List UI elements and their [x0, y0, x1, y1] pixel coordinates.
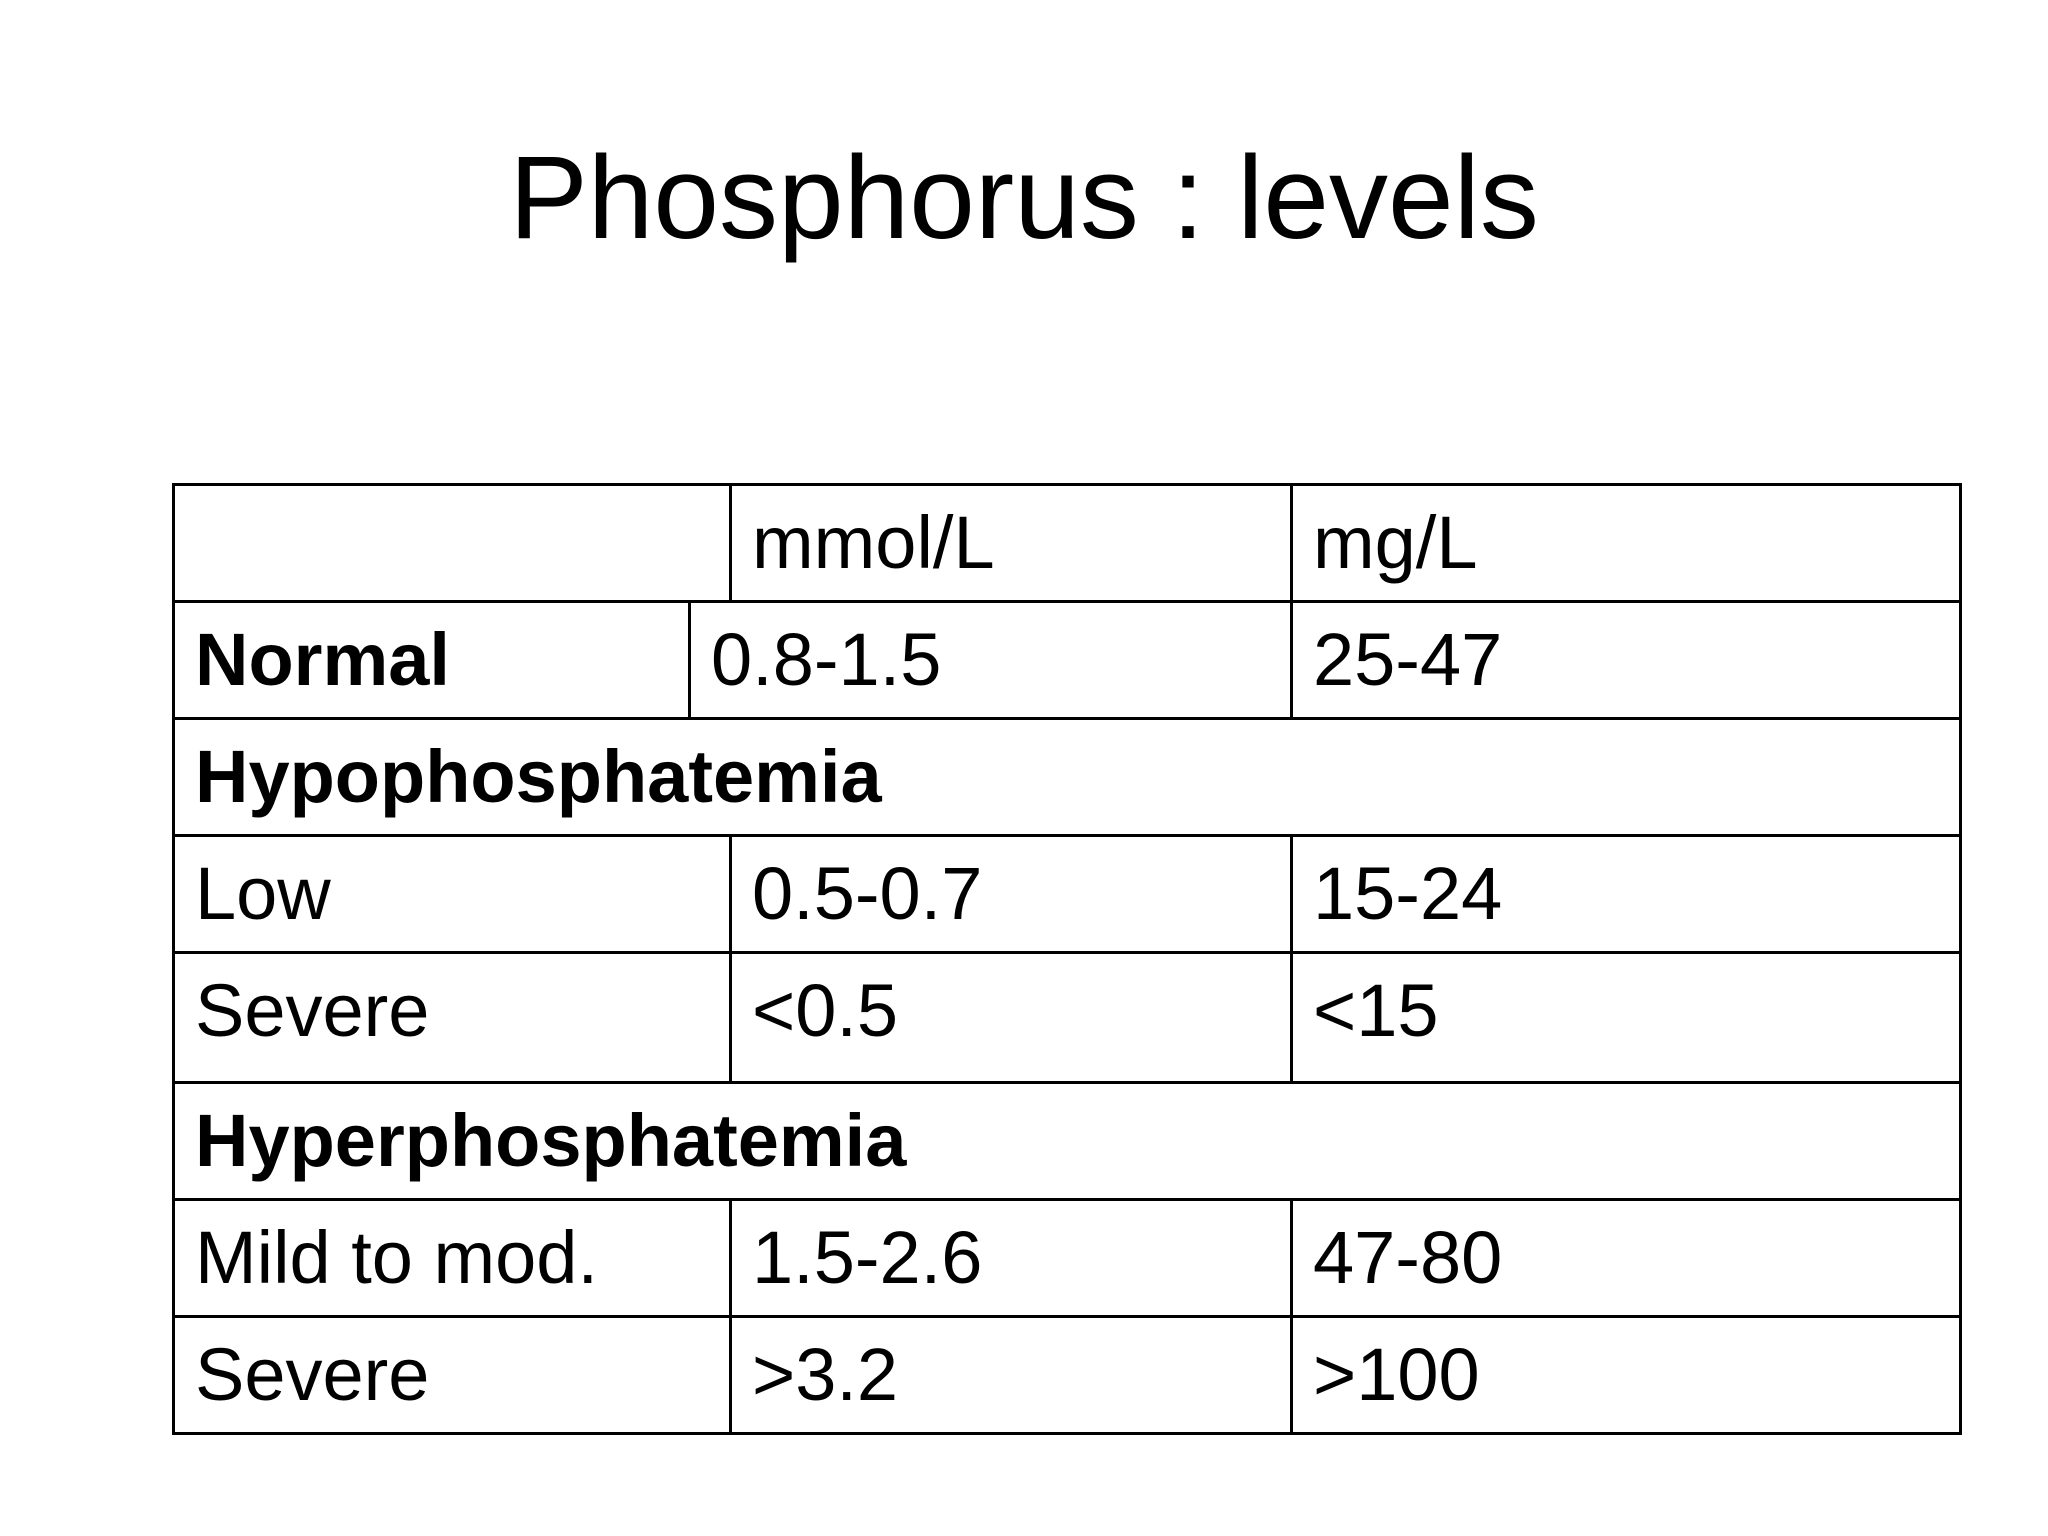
cell-low-mmol: 0.5-0.7: [752, 852, 983, 935]
slide-title: Phosphorus : levels: [509, 132, 1539, 264]
table-row-hyper-mild: [175, 1198, 1959, 1315]
section-label-hypophosphatemia: Hypophosphatemia: [195, 735, 882, 818]
section-label-hyperphosphatemia: Hyperphosphatemia: [195, 1099, 907, 1182]
header-cell-mg: mg/L: [1313, 501, 1478, 584]
cell-mild-mmol: 1.5-2.6: [752, 1216, 983, 1299]
row-label-hypo-severe: Severe: [195, 968, 430, 1052]
cell-hyper-severe-mg: >100: [1313, 1333, 1480, 1416]
table-row-normal: [175, 600, 1959, 717]
section-row-hypophosphatemia: [175, 717, 1959, 834]
cell-hypo-severe-mmol: <0.5: [752, 968, 899, 1052]
cell-normal-mg: 25-47: [1313, 618, 1503, 701]
section-row-hyperphosphatemia: [175, 1081, 1959, 1198]
row-label-low: Low: [195, 852, 331, 935]
header-cell-mmol: mmol/L: [752, 501, 995, 584]
cell-normal-mmol: 0.8-1.5: [711, 618, 942, 701]
cell-low-mg: 15-24: [1313, 852, 1503, 935]
row-label-mild-to-mod: Mild to mod.: [195, 1216, 599, 1299]
cell-mild-mg: 47-80: [1313, 1216, 1503, 1299]
row-label-hyper-severe: Severe: [195, 1333, 430, 1416]
header-cell-empty: [175, 486, 732, 600]
row-label-normal: Normal: [195, 618, 450, 701]
cell-hyper-severe-mmol: >3.2: [752, 1333, 899, 1416]
cell-hypo-severe-mg: <15: [1313, 968, 1439, 1052]
table-row-hypo-severe: [175, 951, 1959, 1081]
table-row-hyper-severe: [175, 1315, 1959, 1432]
table-header-row: [175, 486, 1959, 600]
phosphorus-levels-table: [172, 483, 1962, 1435]
table-row-hypo-low: [175, 834, 1959, 951]
